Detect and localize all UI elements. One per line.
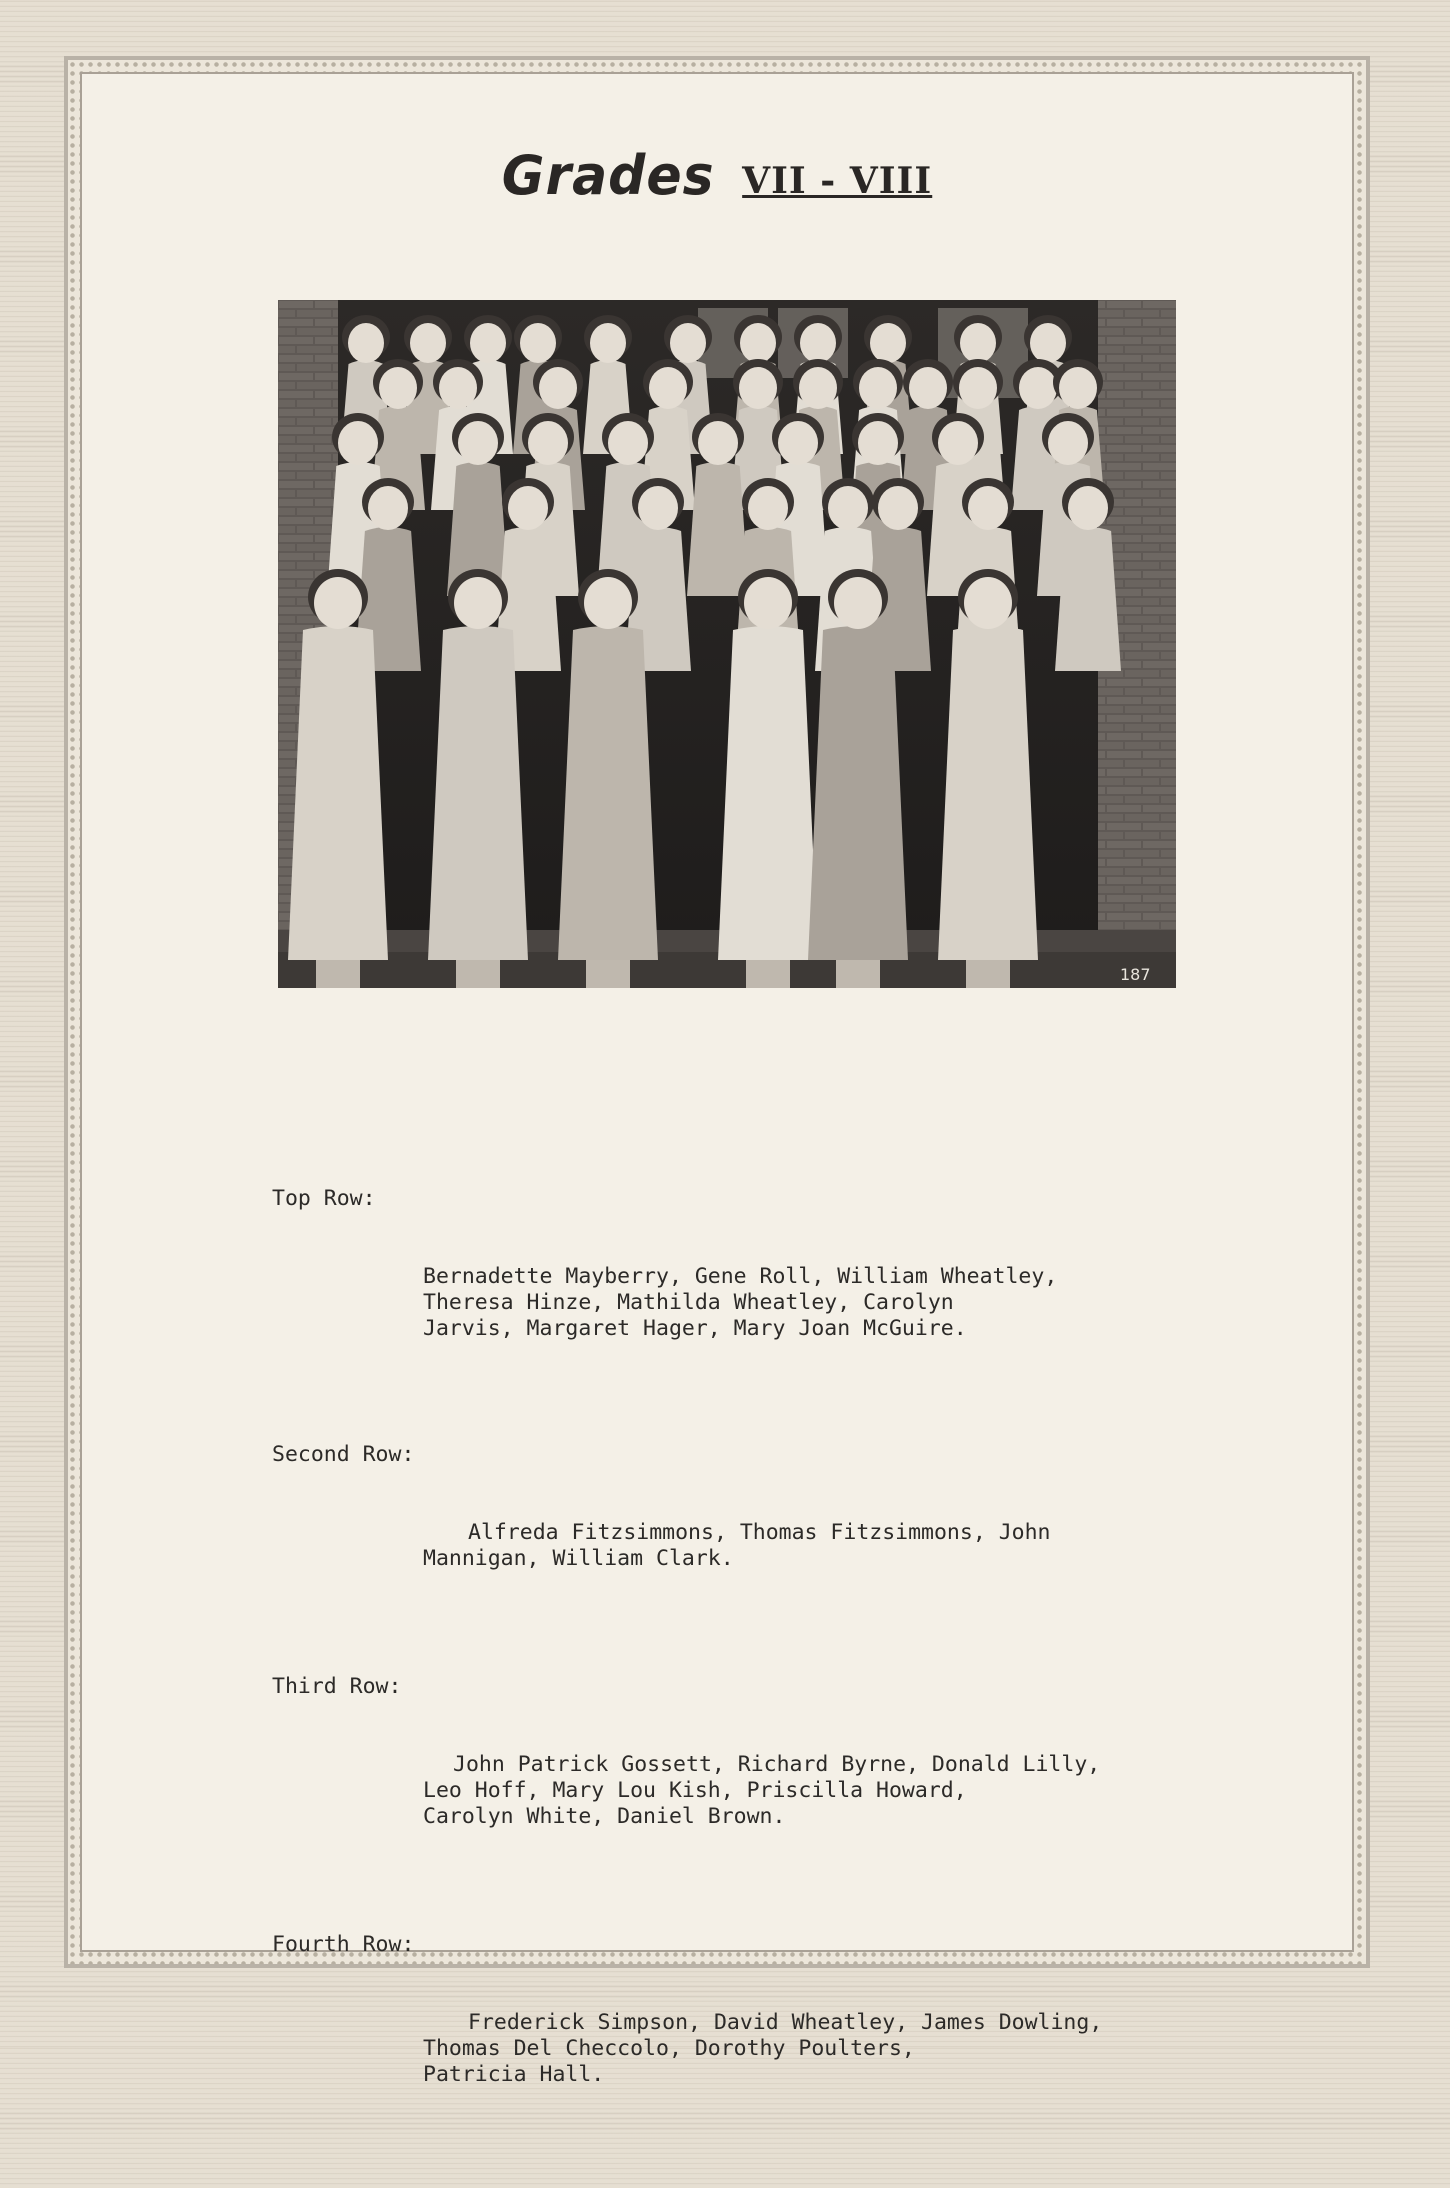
student-figure-head — [520, 323, 556, 363]
student-figure-head — [470, 323, 506, 363]
student-figure-head — [799, 367, 837, 409]
student-figure-head — [740, 323, 776, 363]
student-figure-head — [1048, 421, 1088, 465]
student-figure-body — [687, 462, 749, 596]
row-label: Second Row: — [272, 1442, 415, 1467]
student-figure-head — [458, 421, 498, 465]
name-line: Bernadette Mayberry, Gene Roll, William Wheatley, — [423, 1264, 1058, 1289]
student-figure-legs — [836, 960, 880, 988]
student-figure-head — [608, 421, 648, 465]
name-line: Mannigan, William Clark. — [423, 1546, 734, 1571]
student-figure-head — [338, 421, 378, 465]
student-figure-head — [539, 367, 577, 409]
student-figure-head — [590, 323, 626, 363]
photo-mark: 187 — [1120, 965, 1151, 984]
student-figure-head — [959, 367, 997, 409]
name-line: Thomas Del Checcolo, Dorothy Poulters, — [423, 2036, 915, 2061]
yearbook-page — [80, 72, 1354, 2087]
student-figure-head — [909, 367, 947, 409]
student-figure-head — [348, 323, 384, 363]
student-figure-head — [800, 323, 836, 363]
names-caption — [272, 1186, 1232, 2188]
student-figure-body — [288, 626, 388, 960]
name-line: Carolyn White, Daniel Brown. — [423, 1804, 786, 1829]
student-figure-head — [1019, 367, 1057, 409]
student-figure-head — [528, 421, 568, 465]
student-figure-head — [968, 486, 1008, 530]
student-figure-body — [428, 626, 528, 960]
row-names — [272, 1752, 1232, 1830]
row-block-second — [272, 1442, 1232, 1624]
row-block-fourth — [272, 1932, 1232, 2140]
page-title — [82, 146, 1352, 206]
student-figure-body — [718, 626, 818, 960]
student-figure-head — [748, 486, 788, 530]
student-figure-head — [1068, 486, 1108, 530]
student-figure-head — [828, 486, 868, 530]
student-figure-body — [938, 626, 1038, 960]
name-line: Jarvis, Margaret Hager, Mary Joan McGuire. — [423, 1316, 967, 1341]
name-line: Alfreda Fitzsimmons, Thomas Fitzsimmons, John — [468, 1520, 1051, 1545]
ornamental-border — [68, 60, 1366, 2087]
name-line: John Patrick Gossett, Richard Byrne, Donald Lilly, — [453, 1752, 1101, 1777]
name-line: Leo Hoff, Mary Lou Kish, Priscilla Howard, — [423, 1778, 967, 1803]
name-line: Frederick Simpson, David Wheatley, James Dowling, — [468, 2010, 1103, 2035]
student-figure-head — [964, 577, 1012, 629]
name-line: Patricia Hall. — [423, 2062, 605, 2087]
student-figure-head — [670, 323, 706, 363]
student-figure-head — [744, 577, 792, 629]
student-figure-legs — [746, 960, 790, 988]
row-block-top — [272, 1186, 1232, 1394]
student-figure-legs — [456, 960, 500, 988]
student-figure-head — [439, 367, 477, 409]
student-figure-head — [410, 323, 446, 363]
student-figure-head — [454, 577, 502, 629]
student-figure-head — [584, 577, 632, 629]
student-figure-head — [960, 323, 996, 363]
row-block-third — [272, 1674, 1232, 1882]
student-figure-head — [870, 323, 906, 363]
student-figure-head — [368, 486, 408, 530]
student-figure-head — [778, 421, 818, 465]
student-figure-head — [858, 421, 898, 465]
student-figure-head — [698, 421, 738, 465]
page-frame — [64, 56, 1370, 2087]
row-label: Top Row: — [272, 1186, 376, 1211]
student-figure-body — [808, 626, 908, 960]
row-label: Third Row: — [272, 1674, 402, 1699]
student-figure-body — [1055, 527, 1121, 671]
student-figure-head — [739, 367, 777, 409]
student-figure-legs — [966, 960, 1010, 988]
title-word: Grades — [501, 144, 715, 208]
student-figure-head — [1030, 323, 1066, 363]
student-figure-head — [859, 367, 897, 409]
student-figure-head — [379, 367, 417, 409]
row-names — [272, 1264, 1232, 1342]
student-figure-head — [938, 421, 978, 465]
student-figure-head — [314, 577, 362, 629]
student-figure-head — [878, 486, 918, 530]
name-line: Theresa Hinze, Mathilda Wheatley, Carolyn — [423, 1290, 954, 1315]
row-names — [272, 1520, 1232, 1572]
row-label: Fourth Row: — [272, 1932, 415, 1957]
class-photo — [278, 300, 1176, 988]
student-figure-legs — [586, 960, 630, 988]
student-figure-head — [834, 577, 882, 629]
student-figure-body — [558, 626, 658, 960]
title-numerals: VII - VIII — [742, 160, 933, 202]
student-figure-legs — [316, 960, 360, 988]
row-names — [272, 2010, 1232, 2088]
student-figure-head — [649, 367, 687, 409]
student-figure-head — [638, 486, 678, 530]
student-figure-head — [508, 486, 548, 530]
student-figure-head — [1059, 367, 1097, 409]
